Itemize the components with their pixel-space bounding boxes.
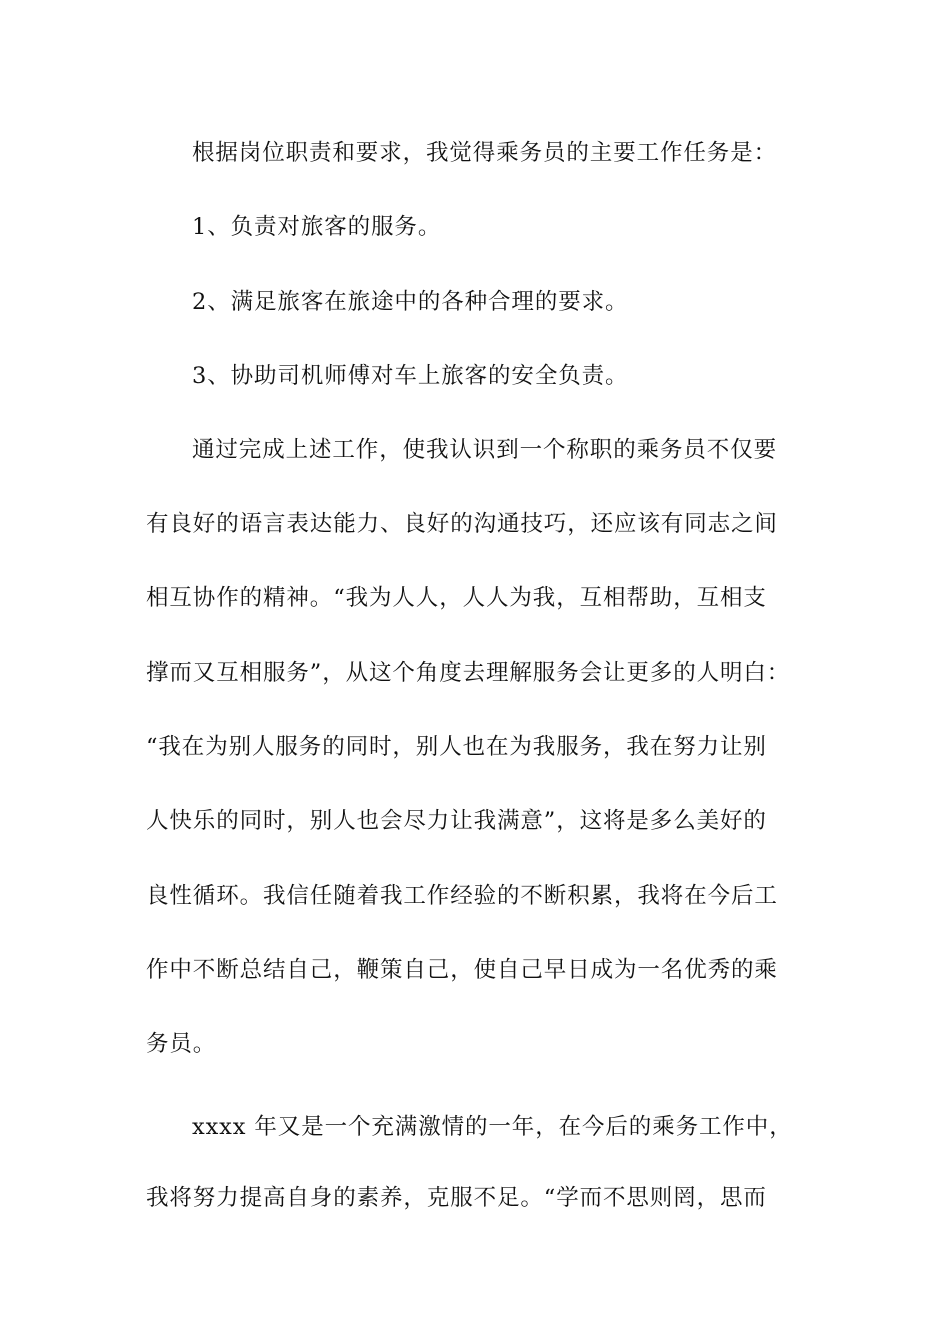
text-line: xxxx 年又是一个充满激情的一年，在今后的乘务工作中， [192,1114,793,1140]
text-line: 人快乐的同时，别人也会尽力让我满意”，这将是多么美好的 [146,808,767,834]
text-line: 相互协作的精神。“我为人人，人人为我，互相帮助，互相支 [146,585,767,611]
text-line: 通过完成上述工作，使我认识到一个称职的乘务员不仅要 [192,437,778,463]
text-line: 2、满足旅客在旅途中的各种合理的要求。 [192,289,629,315]
text-line: 3、协助司机师傅对车上旅客的安全负责。 [192,363,629,389]
text-line: 根据岗位职责和要求，我觉得乘务员的主要工作任务是： [192,140,778,166]
text-line: 良性循环。我信任随着我工作经验的不断积累，我将在今后工 [146,883,778,909]
text-line: 撑而又互相服务”，从这个角度去理解服务会让更多的人明白： [146,660,791,686]
text-line: 务员。 [146,1031,217,1057]
text-line: “我在为别人服务的同时，别人也在为我服务，我在努力让别 [146,734,767,760]
text-line: 1、负责对旅客的服务。 [192,214,442,240]
text-line: 我将努力提高自身的素养，克服不足。“学而不思则罔，思而 [146,1185,767,1211]
text-line: 有良好的语言表达能力、良好的沟通技巧，还应该有同志之间 [146,511,778,537]
text-line: 作中不断总结自己，鞭策自己，使自己早日成为一名优秀的乘 [146,957,778,983]
